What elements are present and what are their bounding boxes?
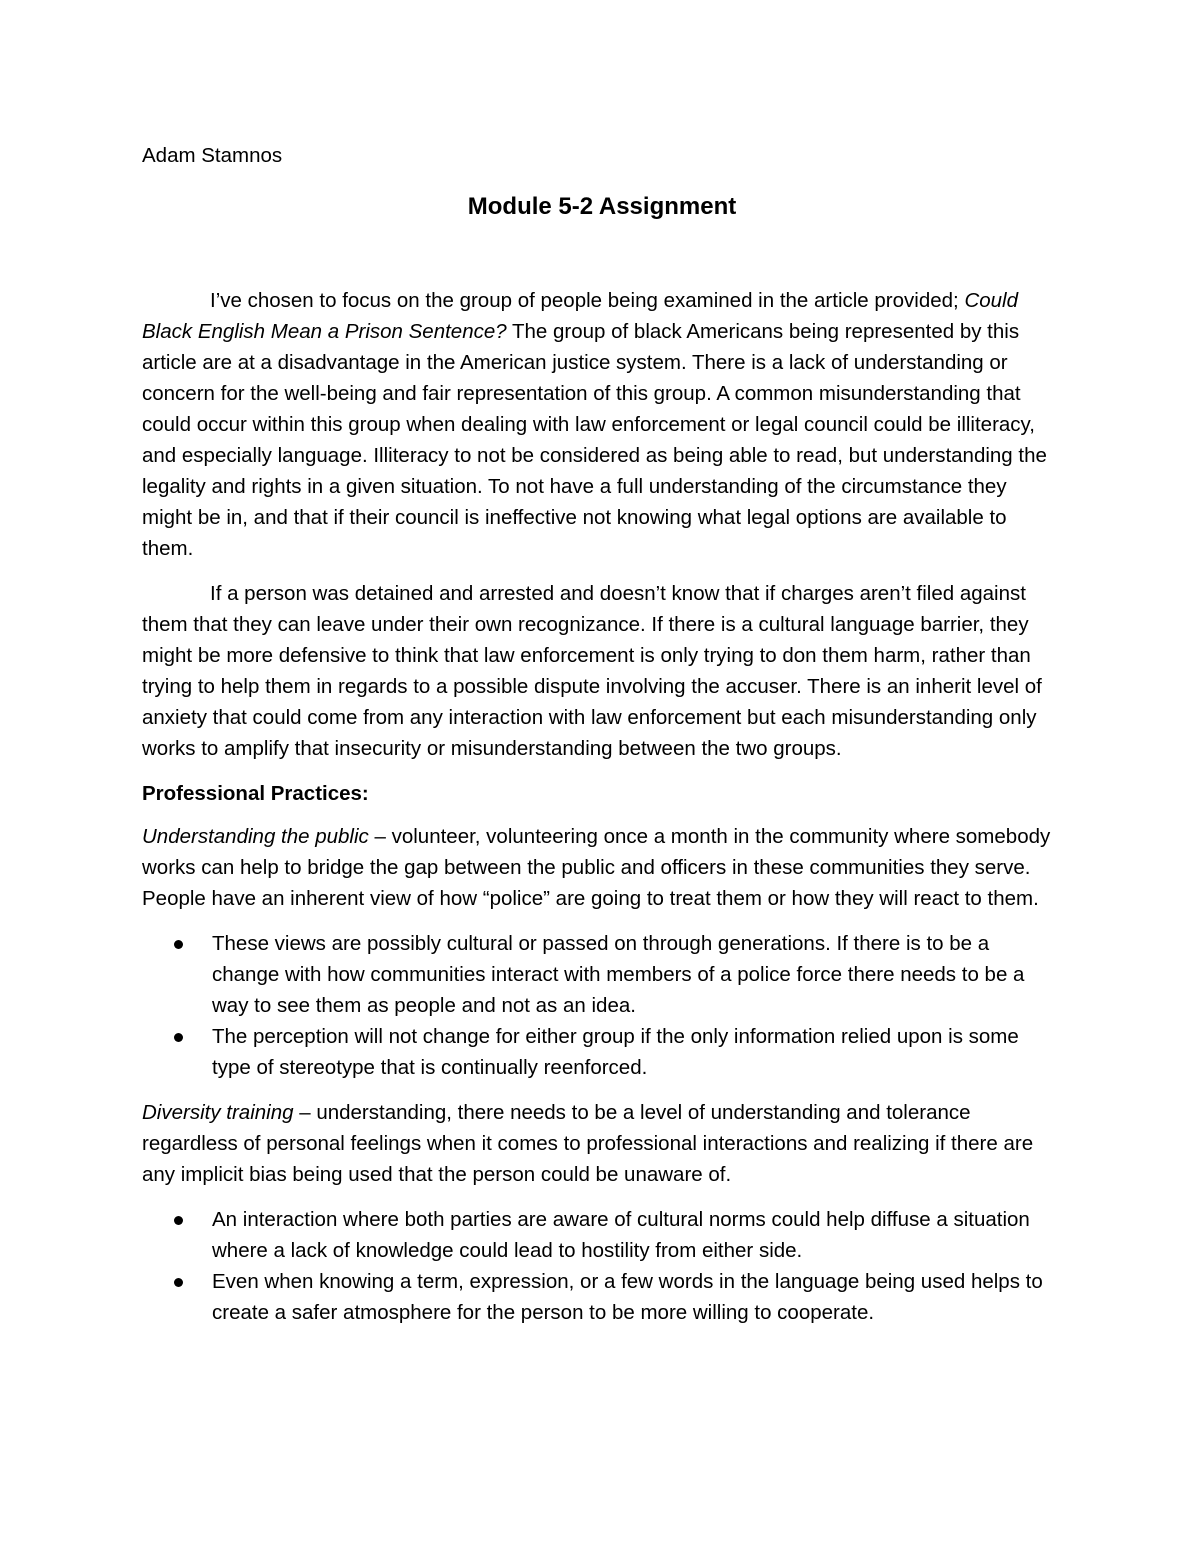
paragraph-detention: If a person was detained and arrested and doesn’t know that if charges aren’t filed against them that they can leave under their own recognizance. If there is a cultural language barrier, they might be more defensive to think that law enforcement is only trying to don them harm, rather than trying to help them in regards to a possible dispute involving the accuser. There is an inherit level of anxiety that could come from any interaction with law enforcement but each misunderstanding only works to amplify that insecurity or misunderstanding between the two groups. bbox=[142, 582, 1042, 760]
list-item bbox=[212, 928, 1062, 1021]
bullet-icon bbox=[174, 1278, 183, 1287]
paragraph-intro-body: The group of black Americans being represented by this article are at a disadvantage in the American justice system. There is a lack of understanding or concern for the well-being and fair representation of this group. A common misunderstanding that could occur within this group when dealing with law enforcement or legal council could be illiteracy, and especially language. Illiteracy to not be considered as being able to read, but understanding the legality and rights in a given situation. To not have a full understanding of the circumstance they might be in, and that if their council is ineffective not knowing what legal options are available to them. bbox=[142, 320, 1047, 560]
practice-diversity-training bbox=[142, 1097, 1062, 1190]
practice-description: – understanding, there needs to be a level of understanding and tolerance regardless of personal feelings when it comes to professional interactions and realizing if there are any implicit bias being used that the person could be unaware of. bbox=[142, 1101, 1034, 1186]
bullet-icon bbox=[174, 1216, 183, 1225]
practice-understanding-public bbox=[142, 821, 1062, 914]
article-title: Could Black English Mean a Prison Sentence? bbox=[142, 289, 1018, 343]
list-item bbox=[212, 1204, 1062, 1266]
document-page bbox=[142, 140, 1062, 1342]
bullet-icon bbox=[174, 940, 183, 949]
bullet-icon bbox=[174, 1033, 183, 1042]
author-name: Adam Stamnos bbox=[142, 144, 283, 167]
section-heading: Professional Practices: bbox=[142, 782, 369, 805]
practice-description: – volunteer, volunteering once a month in the community where somebody works can help to bridge the gap between the public and officers in these communities they serve. People have an inherent view of how “police” are going to treat them or how they will react to them. bbox=[142, 825, 1051, 910]
bullet-list bbox=[142, 1204, 1062, 1328]
document-title: Module 5-2 Assignment bbox=[467, 193, 737, 220]
paragraph-intro-lead: I’ve chosen to focus on the group of people being examined in the article provided; bbox=[210, 289, 965, 312]
list-item bbox=[212, 1266, 1062, 1328]
list-item-text: Even when knowing a term, expression, or a few words in the language being used helps to create a safer atmosphere for the person to be more willing to cooperate. bbox=[212, 1270, 1043, 1324]
bullet-list bbox=[142, 928, 1062, 1083]
list-item bbox=[212, 1021, 1062, 1083]
list-item-text: The perception will not change for either group if the only information relied upon is some type of stereotype that is continually reenforced. bbox=[212, 1025, 1019, 1079]
list-item-text: An interaction where both parties are aware of cultural norms could help diffuse a situation where a lack of knowledge could lead to hostility from either side. bbox=[212, 1208, 1030, 1262]
paragraph-intro bbox=[142, 285, 1062, 564]
practice-term: Understanding the public bbox=[142, 825, 369, 848]
list-item-text: These views are possibly cultural or passed on through generations. If there is to be a change with how communities interact with members of a police force there needs to be a way to see them as people and not as an idea. bbox=[212, 932, 1025, 1017]
practice-term: Diversity training bbox=[142, 1101, 294, 1124]
